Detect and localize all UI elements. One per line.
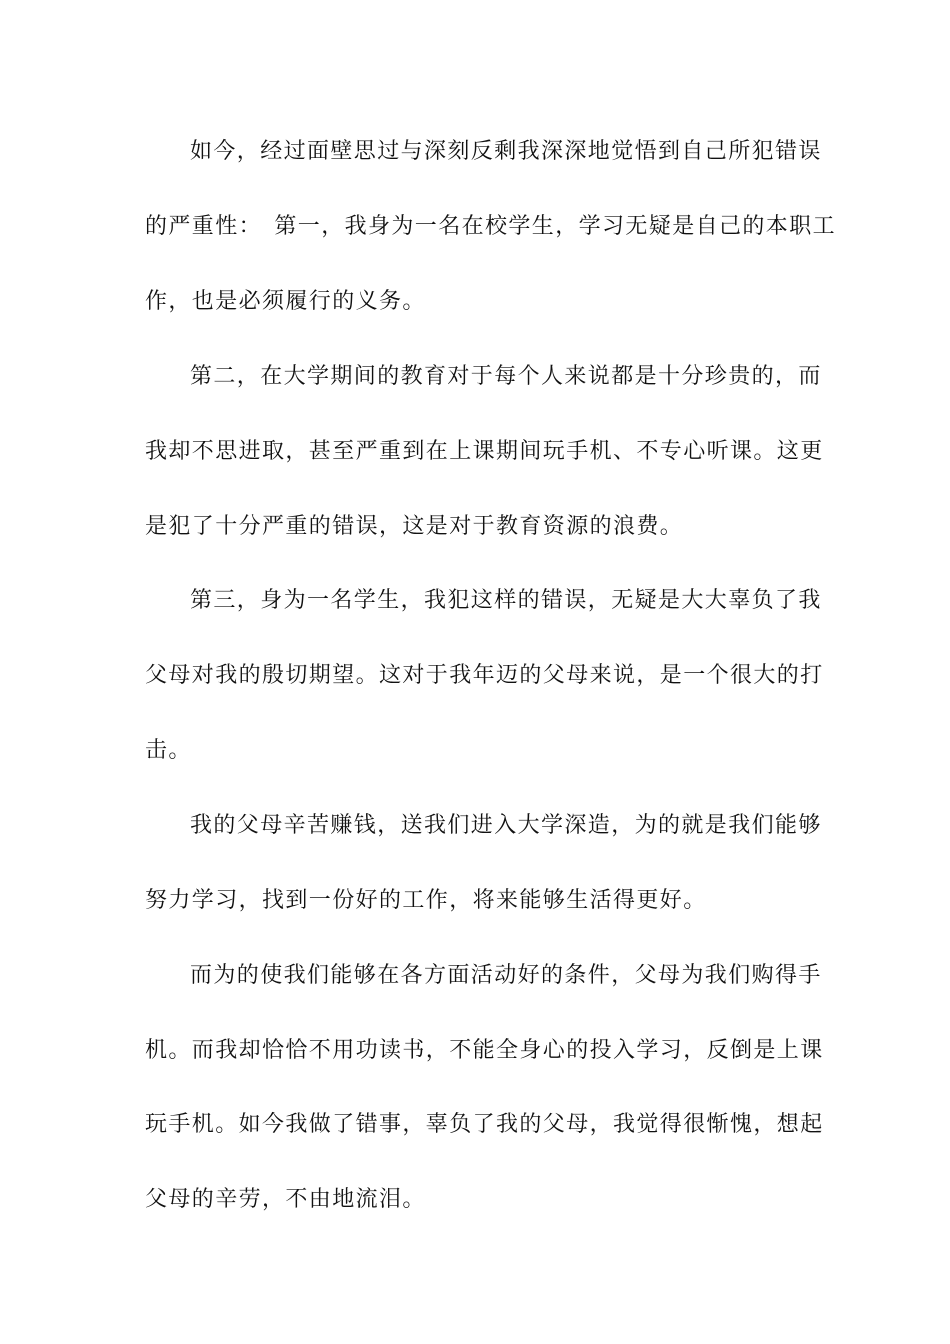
text-line: 是犯了十分严重的错误，这是对于教育资源的浪费。: [145, 514, 684, 539]
text-line: 父母的辛劳，不由地流泪。: [145, 1187, 426, 1212]
text-line: 而为的使我们能够在各方面活动好的条件，父母为我们购得手: [190, 963, 822, 988]
text-line: 作，也是必须履行的义务。: [145, 289, 426, 314]
text-line: 机。而我却恰恰不用功读书，不能全身心的投入学习，反倒是上课: [145, 1038, 824, 1063]
text-line: 玩手机。如今我做了错事，辜负了我的父母，我觉得很惭愧，想起: [145, 1112, 824, 1137]
text-line: 如今，经过面壁思过与深刻反剩我深深地觉悟到自己所犯错误: [190, 139, 822, 164]
text-line: 的严重性： 第一，我身为一名在校学生，学习无疑是自己的本职工: [145, 214, 837, 239]
text-line: 第二，在大学期间的教育对于每个人来说都是十分珍贵的，而: [190, 364, 822, 389]
text-line: 击。: [145, 738, 192, 763]
text-line: 努力学习，找到一份好的工作，将来能够生活得更好。: [145, 888, 707, 913]
text-line: 第三，身为一名学生，我犯这样的错误，无疑是大大辜负了我: [190, 588, 822, 613]
text-line: 我的父母辛苦赚钱，送我们进入大学深造，为的就是我们能够: [190, 813, 822, 838]
text-line: 父母对我的殷切期望。这对于我年迈的父母来说，是一个很大的打: [145, 663, 824, 688]
text-line: 我却不思进取，甚至严重到在上课期间玩手机、不专心听课。这更: [145, 439, 824, 464]
